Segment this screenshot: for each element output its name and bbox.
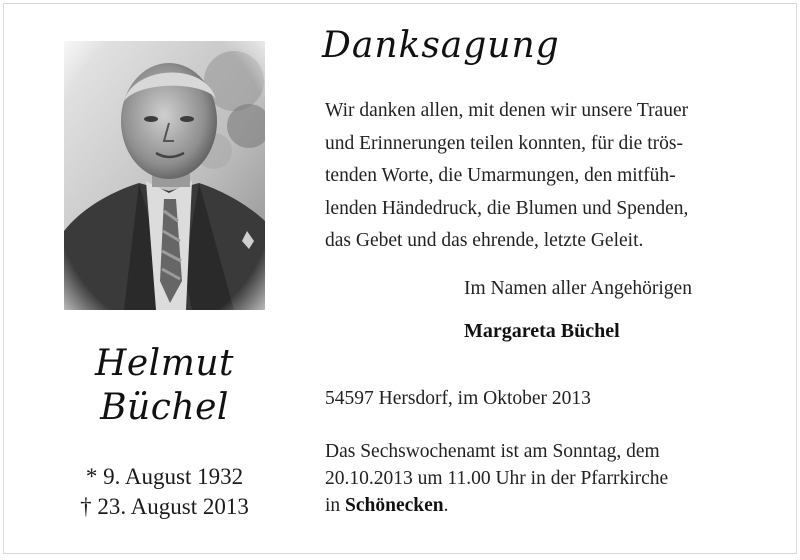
thank-you-line: tenden Worte, die Umarmungen, den mitfüh-	[325, 165, 676, 186]
thank-you-line: und Erinnerungen teilen konnten, für die trös-	[325, 132, 683, 154]
service-line-suffix: .	[443, 495, 449, 516]
thank-you-text	[325, 95, 765, 258]
thank-you-line: Wir danken allen, mit denen wir unsere Trauer	[325, 100, 689, 121]
obituary-card	[3, 3, 797, 554]
signoff-text: Im Namen aller Angehörigen	[464, 278, 692, 299]
service-line	[325, 492, 765, 519]
service-line: 20.10.2013 um 11.00 Uhr in der Pfarrkirche	[325, 468, 669, 489]
thank-you-line: lenden Händedruck, die Blumen und Spenden,	[325, 197, 689, 219]
service-line-prefix: in	[325, 495, 346, 516]
thank-you-line: das Gebet und das ehrende, letzte Geleit.	[325, 230, 644, 251]
church-location: Schönecken	[345, 495, 444, 516]
notice-heading: Danksagung	[322, 25, 560, 66]
deceased-first-name: Helmut	[94, 343, 234, 384]
signer-name: Margareta Büchel	[464, 320, 620, 342]
service-line: Das Sechswochenamt ist am Sonntag, dem	[325, 441, 660, 462]
birth-date: * 9. August 1932	[85, 464, 244, 489]
deceased-last-name: Büchel	[100, 387, 229, 428]
portrait-photo	[64, 41, 265, 310]
place-and-date: 54597 Hersdorf, im Oktober 2013	[325, 388, 591, 409]
death-date: † 23. August 2013	[80, 494, 249, 519]
service-announcement	[325, 438, 765, 519]
